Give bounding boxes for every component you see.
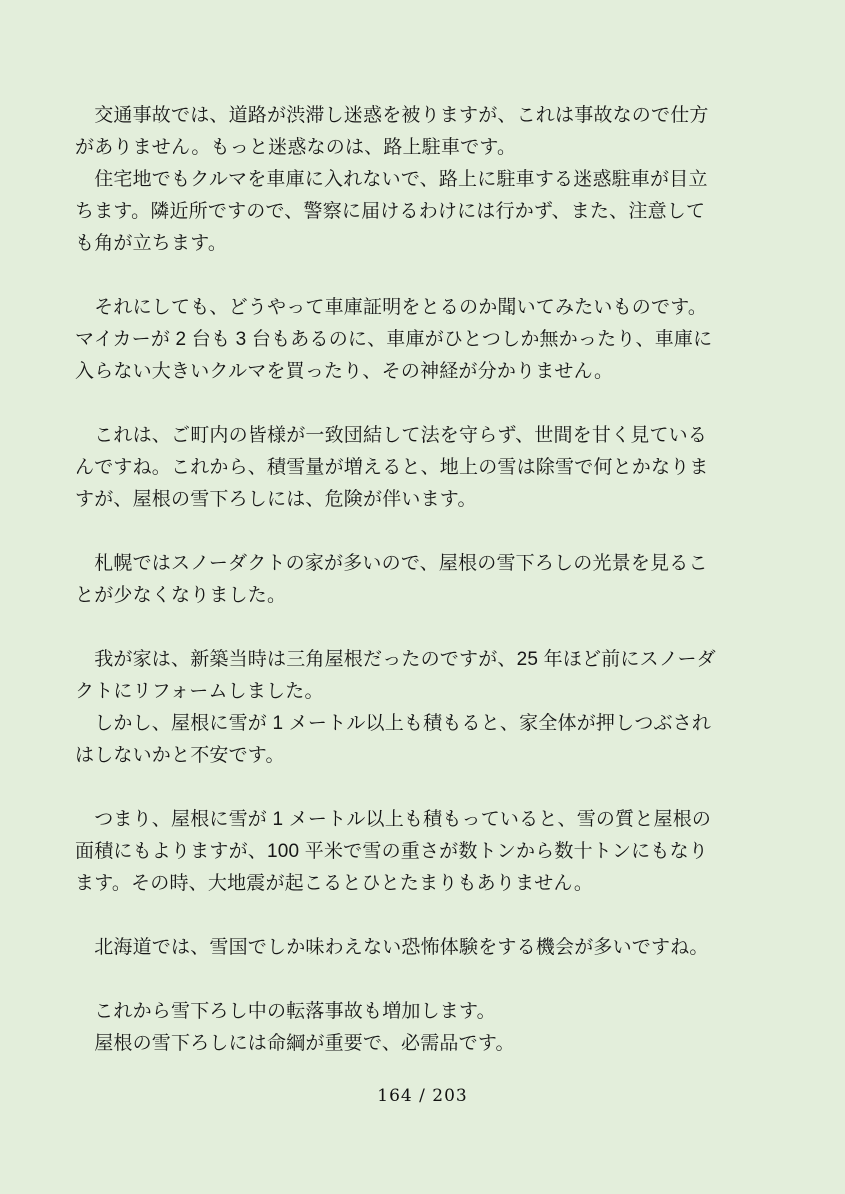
text-line: これは、ご町内の皆様が一致団結して法を守らず、世間を甘く見ている [75, 425, 708, 446]
page-text [75, 100, 745, 1060]
text-line: 入らない大きいクルマを買ったり、その神経が分かりません。 [75, 361, 614, 382]
text-line: つまり、屋根に雪が 1 メートル以上も積もっていると、雪の質と屋根の [75, 809, 712, 830]
text-line [75, 516, 745, 548]
text-line: クトにリフォームしました。 [75, 681, 324, 702]
text-line [75, 772, 745, 804]
page-number: 164 / 203 [377, 1086, 468, 1106]
text-line: ます。その時、大地震が起こるとひとたまりもありません。 [75, 873, 594, 894]
text-line: しかし、屋根に雪が 1 メートル以上も積もると、家全体が押しつぶされ [75, 713, 712, 734]
text-line [75, 388, 745, 420]
text-line [75, 260, 745, 292]
text-line: 屋根の雪下ろしには命綱が重要で、必需品です。 [75, 1033, 515, 1054]
text-line: はしないかと不安です。 [75, 745, 285, 766]
text-line: 札幌ではスノーダクトの家が多いので、屋根の雪下ろしの光景を見るこ [75, 553, 708, 574]
text-line: ちます。隣近所ですので、警察に届けるわけには行かず、また、注意して [75, 201, 706, 222]
text-line: 面積にもよりますが、100 平米で雪の重さが数トンから数十トンにもなり [75, 841, 708, 862]
text-line: んですね。これから、積雪量が増えると、地上の雪は除雪で何とかなりま [75, 457, 709, 478]
text-line [75, 900, 745, 932]
text-line [75, 964, 745, 996]
text-line: とが少なくなりました。 [75, 585, 287, 606]
text-line: それにしても、どうやって車庫証明をとるのか聞いてみたいものです。 [75, 297, 708, 318]
text-line: 交通事故では、道路が渋滞し迷惑を被りますが、これは事故なので仕方 [75, 105, 709, 126]
text-line: すが、屋根の雪下ろしには、危険が伴います。 [75, 489, 477, 510]
text-line: 住宅地でもクルマを車庫に入れないで、路上に駐車する迷惑駐車が目立 [75, 169, 708, 190]
text-line: これから雪下ろし中の転落事故も増加します。 [75, 1001, 496, 1022]
text-line: も角が立ちます。 [75, 233, 228, 254]
text-line: 北海道では、雪国でしか味わえない恐怖体験をする機会が多いですね。 [75, 937, 709, 958]
text-line: 我が家は、新築当時は三角屋根だったのですが、25 年ほど前にスノーダ [75, 649, 716, 670]
text-line: マイカーが 2 台も 3 台もあるのに、車庫がひとつしか無かったり、車庫に [75, 329, 713, 350]
page-footer [0, 1086, 845, 1106]
text-line: がありません。もっと迷惑なのは、路上駐車です。 [75, 137, 517, 158]
text-line [75, 612, 745, 644]
